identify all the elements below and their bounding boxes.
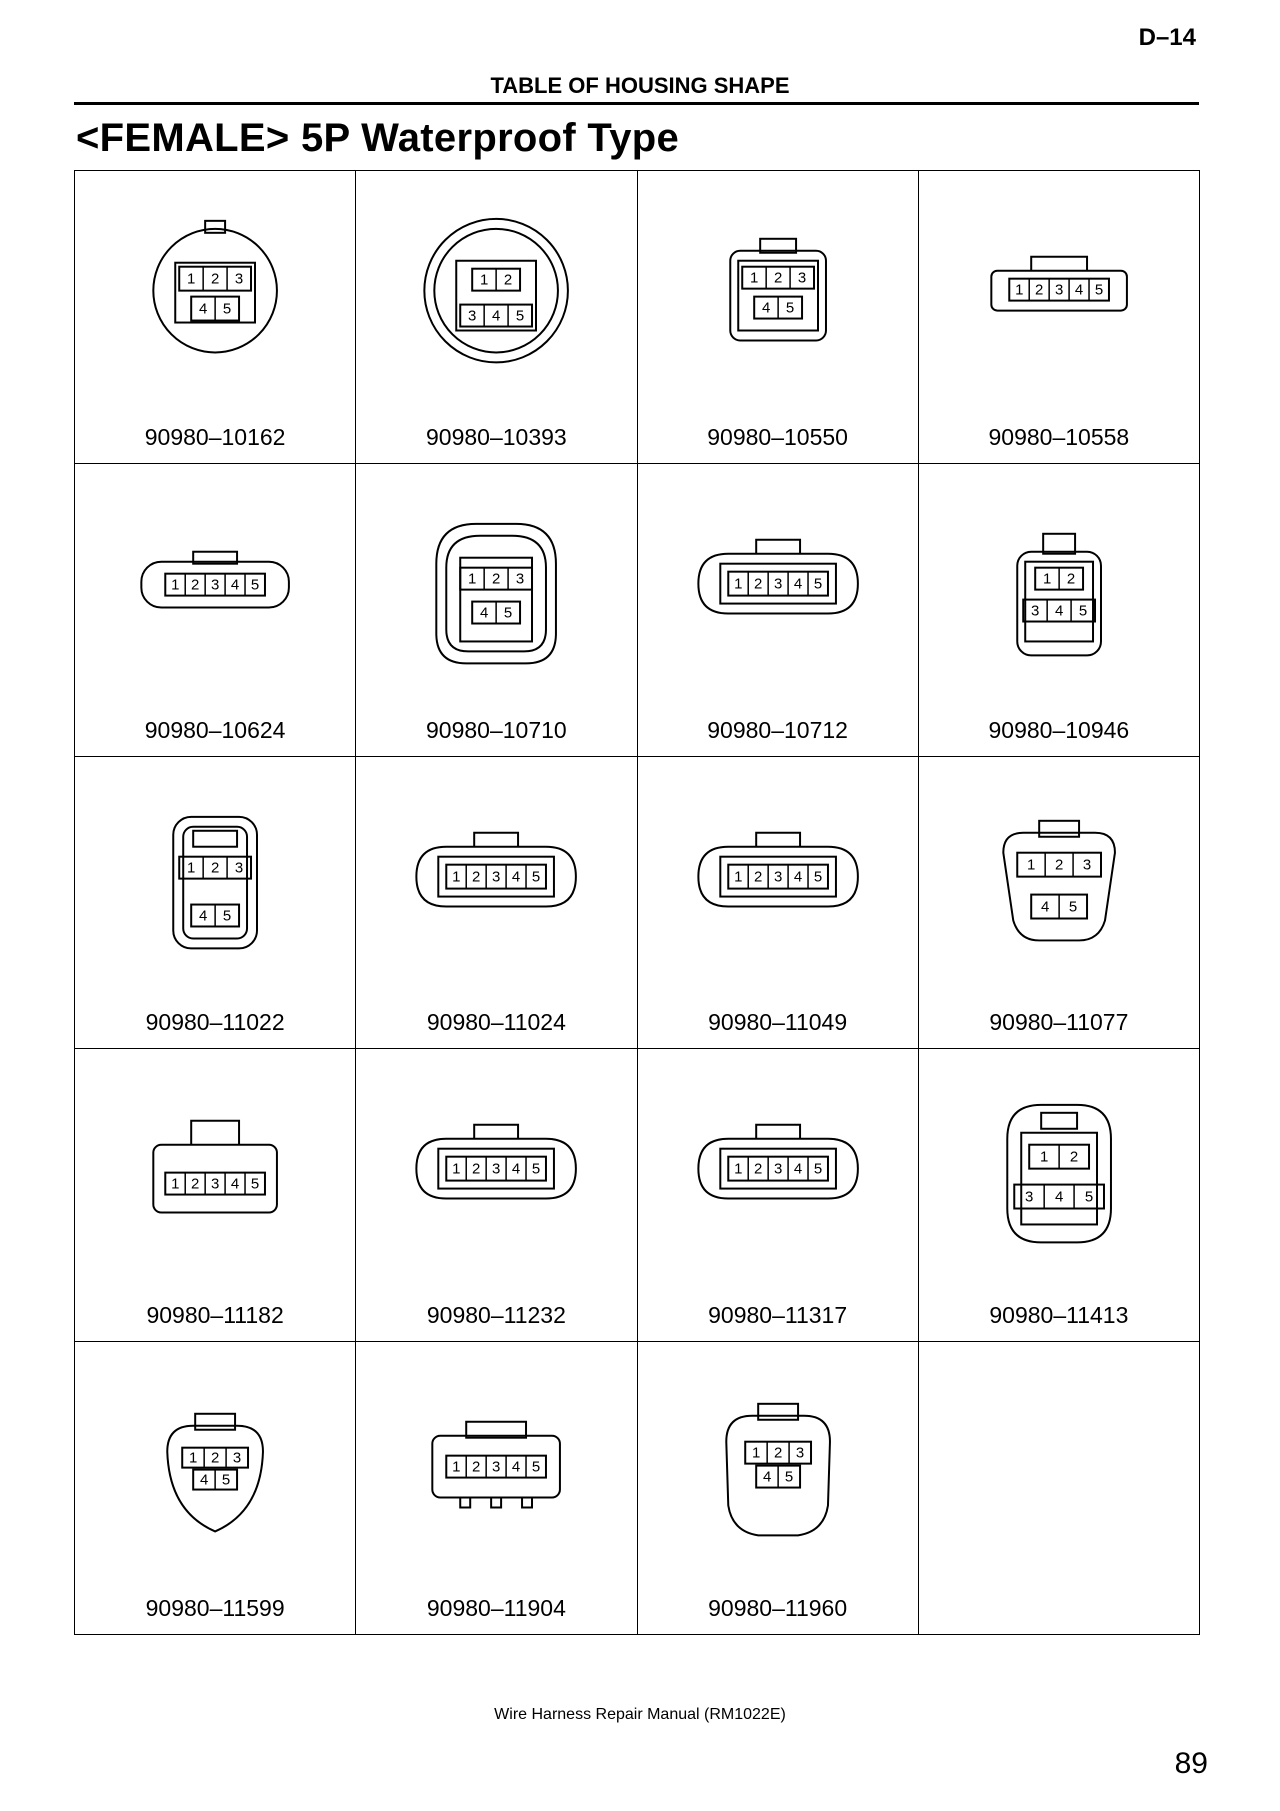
connector-drawing [75,1342,355,1581]
connector-cell [356,1342,637,1635]
latch-tab [195,1414,235,1430]
pin-number: 2 [1069,1149,1078,1167]
header-rule [74,102,1199,105]
connector-drawing [919,171,1199,410]
pin-number: 2 [1034,281,1044,299]
connector-drawing [919,757,1199,996]
foot [522,1498,532,1508]
pin-number: 4 [1054,1188,1064,1206]
latch-tab [756,832,800,846]
connector-drawing [356,171,636,410]
pin-number: 2 [210,859,220,877]
connector-cell [919,1049,1200,1342]
pin-number: 1 [452,1458,461,1476]
latch-tab [756,540,800,554]
part-number: 90980–10393 [426,423,567,450]
part-number: 90980–10710 [426,716,567,743]
latch-tab [1043,534,1075,554]
pin-number: 1 [733,575,742,593]
pin-number: 3 [773,868,782,886]
latch-tab [205,221,225,233]
pin-number: 4 [761,299,770,317]
pin-number: 3 [232,1449,242,1467]
pin-number: 1 [1042,570,1052,588]
pin-number: 5 [516,307,525,325]
connector-cell [638,757,919,1050]
pin-number: 1 [480,271,489,289]
pin-number: 3 [516,570,525,588]
pin-number: 1 [171,1175,180,1193]
connector-drawing [638,757,918,996]
connector-cell [75,1342,356,1635]
pin-number: 2 [773,1444,782,1462]
connector-cell [356,1049,637,1342]
pin-number: 5 [532,1161,541,1179]
footer-text: Wire Harness Repair Manual (RM1022E) [494,1706,786,1723]
pin-number: 5 [504,604,513,622]
connector-drawing [638,464,918,703]
latch-tab [191,1121,239,1145]
pin-number: 3 [1024,1188,1034,1206]
page-number: 89 [1174,1747,1208,1780]
pin-number: 5 [222,300,232,318]
pin-number: 2 [472,868,481,886]
part-number: 90980–11024 [426,1009,566,1036]
pin-number: 3 [234,859,244,877]
pin-number: 4 [762,1468,771,1486]
foot [491,1498,501,1508]
pin-number: 4 [1040,898,1050,916]
pin-number: 3 [210,1175,220,1193]
pin-number: 3 [1054,281,1064,299]
pin-number: 5 [813,1161,822,1179]
pin-number: 2 [753,868,762,886]
page-code: D–14 [1138,24,1196,51]
pin-number: 4 [230,576,240,594]
housing-outline [173,816,257,948]
pin-number: 4 [793,575,802,593]
pin-number: 4 [793,1161,802,1179]
foot [460,1498,470,1508]
pin-number: 5 [221,1471,231,1489]
connector-cell [638,464,919,757]
connector-cell [919,171,1200,464]
pin-number: 5 [250,1175,260,1193]
pin-number: 4 [793,868,802,886]
pin-number: 4 [480,604,489,622]
pin-number: 1 [452,1161,461,1179]
pin-number: 2 [1066,570,1075,588]
part-number: 90980–11599 [145,1594,285,1621]
connector-drawing [75,464,355,703]
latch-tab [1031,257,1087,271]
pin-number: 5 [532,868,541,886]
pin-number: 2 [753,1161,762,1179]
pin-number: 3 [468,307,477,325]
latch-tab [474,1125,518,1139]
part-number: 90980–10712 [707,716,848,743]
pin-number: 1 [171,576,180,594]
latch-tab [193,830,237,846]
pin-number: 5 [813,575,822,593]
pin-number: 2 [191,1175,200,1193]
pin-number: 5 [250,576,260,594]
connector-cell [75,464,356,757]
pin-number: 2 [504,271,513,289]
pin-number: 3 [773,575,782,593]
connector-drawing [356,757,636,996]
section-title: <FEMALE> 5P Waterproof Type [76,116,680,160]
connector-drawing [638,1342,918,1581]
pin-number: 5 [813,868,822,886]
pin-number: 2 [492,570,501,588]
pin-number: 1 [733,1161,742,1179]
part-number: 90980–11413 [989,1302,1129,1329]
pin-number: 2 [210,1449,220,1467]
part-number: 90980–11022 [145,1009,285,1036]
connector-table [74,170,1200,1635]
pin-number: 3 [210,576,220,594]
part-number: 90980–10550 [707,423,848,450]
pin-number: 5 [1094,281,1103,299]
pin-number: 4 [1054,602,1064,620]
connector-cell [638,1049,919,1342]
pin-number: 1 [749,269,758,287]
part-number: 90980–11182 [146,1302,284,1329]
empty-cell [919,1342,1200,1635]
pin-number: 3 [492,1458,501,1476]
pin-number: 1 [187,270,196,288]
pin-number: 3 [492,868,501,886]
connector-drawing [75,171,355,410]
pin-number: 5 [532,1458,541,1476]
part-number: 90980–10624 [144,716,286,743]
pin-number: 5 [1084,1188,1093,1206]
connector-cell [638,171,919,464]
pin-number: 4 [200,1471,209,1489]
pin-number: 1 [452,868,461,886]
connector-cell [356,464,637,757]
latch-tab [474,832,518,846]
connector-drawing [356,1049,636,1288]
pin-number: 5 [785,299,794,317]
pin-number: 4 [199,907,208,925]
pin-number: 1 [468,570,477,588]
pin-number: 3 [1030,602,1040,620]
pin-number: 4 [492,307,501,325]
connector-drawing [919,464,1199,703]
pin-number: 1 [1026,856,1036,874]
pin-number: 5 [222,907,232,925]
connector-cell [919,757,1200,1050]
part-number: 90980–11960 [708,1594,848,1621]
pin-number: 4 [512,868,521,886]
connector-drawing [919,1049,1199,1288]
connector-drawing [75,757,355,996]
pin-number: 2 [472,1161,481,1179]
pin-number: 4 [230,1175,240,1193]
header-title: TABLE OF HOUSING SHAPE [490,73,790,98]
connector-cell [75,1049,356,1342]
housing-outline [1003,832,1115,940]
connector-cell [356,171,637,464]
part-number: 90980–11317 [708,1302,848,1329]
part-number: 90980–10558 [988,423,1130,450]
pin-number: 1 [187,859,196,877]
pin-number: 1 [751,1444,760,1462]
part-number: 90980–11232 [426,1302,566,1329]
pin-number: 2 [472,1458,481,1476]
connector-cell [638,1342,919,1635]
pin-number: 1 [1039,1149,1049,1167]
pin-number: 1 [189,1449,198,1467]
pin-number: 2 [753,575,762,593]
pin-number: 2 [1054,856,1064,874]
pin-number: 4 [1074,281,1083,299]
connector-cell [75,171,356,464]
pin-number: 3 [1082,856,1091,874]
housing-outline [730,251,826,341]
connector-drawing [356,464,636,703]
pin-number: 1 [1014,281,1024,299]
connector-drawing [75,1049,355,1288]
part-number: 90980–10162 [144,423,286,450]
pin-number: 3 [795,1444,804,1462]
latch-tab [1039,820,1079,836]
pin-number: 3 [797,269,806,287]
housing-outline [1007,1105,1111,1243]
connector-drawing [356,1342,636,1581]
connector-cell [919,464,1200,757]
part-number: 90980–11077 [989,1009,1129,1036]
part-number: 90980–11904 [426,1594,566,1621]
connector-cell [75,757,356,1050]
pin-number: 3 [492,1161,501,1179]
pin-number: 4 [512,1161,521,1179]
part-number: 90980–11049 [708,1009,848,1036]
latch-tab [1041,1113,1077,1129]
pin-number: 1 [733,868,742,886]
pin-number: 2 [773,269,782,287]
pin-number: 4 [199,300,208,318]
pin-number: 5 [784,1468,793,1486]
pin-number: 2 [210,270,220,288]
latch-tab [758,1404,798,1420]
pin-number: 4 [512,1458,521,1476]
connector-drawing [638,1049,918,1288]
part-number: 90980–10946 [988,716,1130,743]
pin-number: 5 [1078,602,1087,620]
pin-number: 3 [234,270,244,288]
pin-number: 5 [1068,898,1077,916]
connector-cell [356,757,637,1050]
pin-number: 3 [773,1161,782,1179]
connector-drawing [638,171,918,410]
pin-number: 2 [191,576,200,594]
latch-tab [756,1125,800,1139]
